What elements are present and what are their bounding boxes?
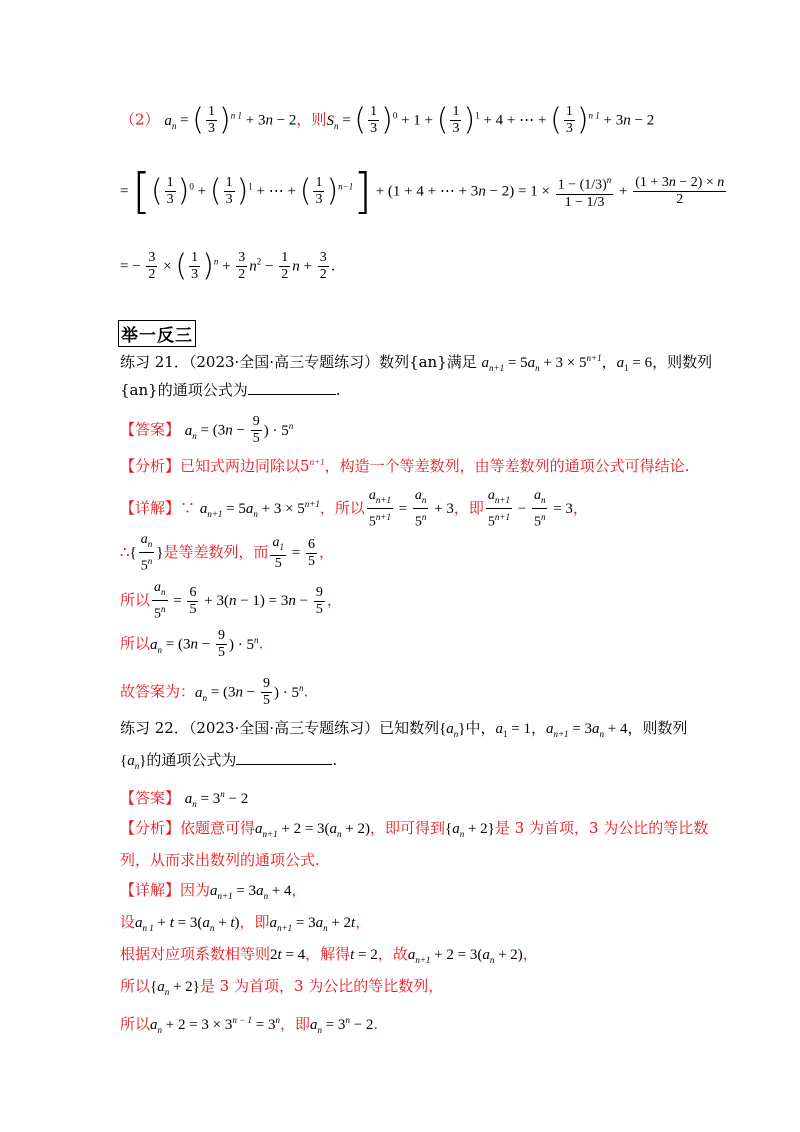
- ex22-title-line: 练习 22．（2023·全国·高三专题练习）已知数列$\{a_n\}$中，$a_1 = 1$，$a_{n+1} = 3a_n + 4$，则数列: [120, 719, 688, 739]
- ex21-so-label2: 所以: [120, 634, 151, 653]
- ex21-answer: 【答案】 $a_n = (3n$ − $\frac{9}{5}$ ) · $5^n$: [120, 414, 294, 446]
- ex22-analysis-a: 依题意可得: [180, 819, 256, 837]
- part2-then: ，则: [296, 110, 327, 129]
- ex22-so: 所以$\{a_n + 2\}$是 3 为首项，3 为公比的等比数列，: [120, 977, 444, 997]
- ex22-set-b: ，即: [239, 913, 270, 931]
- ex22-line2: $\{a_n\}$的通项公式为 .: [120, 751, 338, 771]
- ex22-analysis-c: 是 3 为首项，3 为公比的等比数: [494, 819, 709, 837]
- ex22-detail-a: 因为: [180, 881, 211, 899]
- ex21-line2: [120, 380, 340, 400]
- ex21-comma: ，: [318, 543, 334, 562]
- ex21-so1: ，所以: [319, 499, 365, 518]
- ex21-final-label: 故答案为：: [120, 682, 196, 701]
- ex21-detail: 【详解】∵ $a_{n+1} = 5a_n + 3 \times 5^{n+1}$，所以 $\frac{a_{n+1}}{5^{n+1}}$ = $\frac{a_n}{5^n}$ + 3，即 $\frac{a_{n+1}}{5^{n+1}}$ − $\frac{a_n}{5^n}$ = 3，: [120, 488, 588, 530]
- ex21-so2: ，即: [453, 499, 484, 518]
- ex21-so-line: 所以 $\frac{a_n}{5^n}$ = $\frac{6}{5}$ + 3(n − 1) = 3n − $\frac{9}{5}$ ，: [120, 580, 342, 622]
- ex21-final: 故答案为：$a_n = (3n$ − $\frac{9}{5}$ ) · $5^n$.: [120, 676, 309, 708]
- ex21-question: {an}的通项公式为: [120, 381, 248, 399]
- ex21-line2-end: .: [335, 381, 341, 399]
- ex21-detail-tag: 【详解】: [120, 499, 181, 518]
- ex21-analysis-a: 已知式两边同除以5: [180, 457, 310, 475]
- ex22-question: 的通项公式为: [146, 751, 237, 769]
- ex22-answer: 【答案】 $a_n = 3^n - 2$: [120, 789, 249, 809]
- part2-line2: = [( $\frac{1}{3}$ )$^0$ + ( $\frac{1}{3}$ )$^1$ + ⋯ + ( $\frac{1}{3}$ )$^{n-1}$] + (1 + 4 + ⋯ + 3n − 2) = 1 × $\frac{1 - (1/3)^n}{1 - 1/3}$ + $\frac{(1 + 3n - 2) \times n}{2}$: [120, 163, 725, 220]
- ex21-answer-tag: 【答案】: [120, 420, 181, 439]
- ex22-answer-tag: 【答案】: [120, 789, 181, 807]
- ex22-analysis-d: 列，从而求出数列的通项公式.: [120, 851, 320, 869]
- ex21-title: 练习 21．（2023·全国·高三专题练习）数列{an}满足: [120, 353, 477, 371]
- ex22-analysis-b: ，即可得到: [370, 819, 446, 837]
- ex22-detail: 【详解】因为$a_{n+1} = 3a_n + 4$，: [120, 881, 307, 901]
- ex22-tail: ，则数列: [627, 719, 688, 737]
- ex22-match: 根据对应项系数相等则2t = 4，解得t = 2，故$a_{n+1} + 2 = 3(a_n + 2)$，: [120, 945, 538, 965]
- ex22-analysis: 【分析】依题意可得$a_{n+1} + 2 = 3(a_n + 2)$，即可得到$\{a_n + 2\}$是 3 为首项，3 为公比的等比数: [120, 819, 709, 839]
- ex21-so-line2: 所以$a_n = (3n$ − $\frac{9}{5}$ ) · $5^n$.: [120, 628, 264, 660]
- ex22-final: 所以$a_n + 2 = 3 \times 3^{n - 1} = 3^n$，即$a_n = 3^n - 2$.: [120, 1015, 379, 1035]
- ex21-so-label: 所以: [120, 591, 151, 610]
- ex21-analysis-b: ，构造一个等差数列，由等差数列的通项公式可得结论.: [324, 457, 690, 475]
- ex22-final-a: 所以: [120, 1015, 151, 1033]
- part2-line1: （2） $a_n$ = ( $\frac{1}{3}$ )$^{n 1}$ + 3n − 2，则$S_n$ = ( $\frac{1}{3}$ )$^0$ + 1 + ( $\frac{1}{3}$ )$^1$ + 4 + ⋯ + ( $\frac{1}{3}$ )$^{n 1}$ + 3n − 2: [120, 102, 655, 138]
- part2-line3: = − $\frac{3}{2}$ × ( $\frac{1}{3}$ )$^n$ + $\frac{3}{2}$ $n^2$ − $\frac{1}{2}$ n + $\frac{3}{2}$ .: [120, 248, 336, 284]
- ex21-so3: ，: [572, 499, 588, 518]
- ex22-set-a: 设: [120, 913, 136, 931]
- ex22-match-a: 根据对应项系数相等则: [120, 945, 271, 963]
- ex22-title: 练习 22．（2023·全国·高三专题练习）已知数列: [120, 719, 440, 737]
- ex21-analysis-tag: 【分析】: [120, 457, 181, 475]
- ex22-match-b: ，解得: [305, 945, 351, 963]
- part2-label: （2）: [120, 110, 160, 129]
- ex22-answer-blank: [236, 750, 332, 765]
- ex22-analysis-2: [120, 850, 320, 870]
- ex21-is-arith: 是等差数列，而: [163, 543, 269, 562]
- ex22-detail-tag: 【详解】: [120, 881, 181, 899]
- ex22-match-c: ，故: [377, 945, 408, 963]
- ex22-line2-end: .: [332, 751, 338, 769]
- ex21-analysis: 【分析】已知式两边同除以$5^{n+1}$，构造一个等差数列，由等差数列的通项公式可得结论.: [120, 457, 690, 475]
- ex21-therefore: ∴{ $\frac{a_n}{5^n}$ }是等差数列，而 $\frac{a_1}{5}$ = $\frac{6}{5}$ ，: [120, 532, 334, 574]
- ex21-therefore-sym: ∴: [120, 543, 130, 562]
- ex21-cond-tail: ，则数列: [652, 353, 713, 371]
- section-title: 举一反三: [118, 320, 196, 347]
- ex22-so-b: 是 3 为首项，3 为公比的等比数列，: [199, 977, 444, 995]
- ex22-so-a: 所以: [120, 977, 151, 995]
- ex21-title-line: 练习 21．（2023·全国·高三专题练习）数列{an}满足 $a_{n+1} = 5a_n + 3 \times 5^{n+1}$，$a_1 = 6$，则数列: [120, 353, 713, 373]
- ex22-set: 设$a_{n 1} + t = 3(a_n + t)$，即$a_{n+1} = 3a_n + 2t$，: [120, 913, 371, 933]
- ex22-mid: 中，: [465, 719, 496, 737]
- part2-period: .: [330, 256, 336, 275]
- ex21-final-period: .: [303, 682, 309, 701]
- ex22-final-b: ，即: [279, 1015, 310, 1033]
- ex21-because: ∵: [180, 499, 196, 518]
- ex22-analysis-tag: 【分析】: [120, 819, 181, 837]
- ex21-answer-blank: [248, 380, 336, 395]
